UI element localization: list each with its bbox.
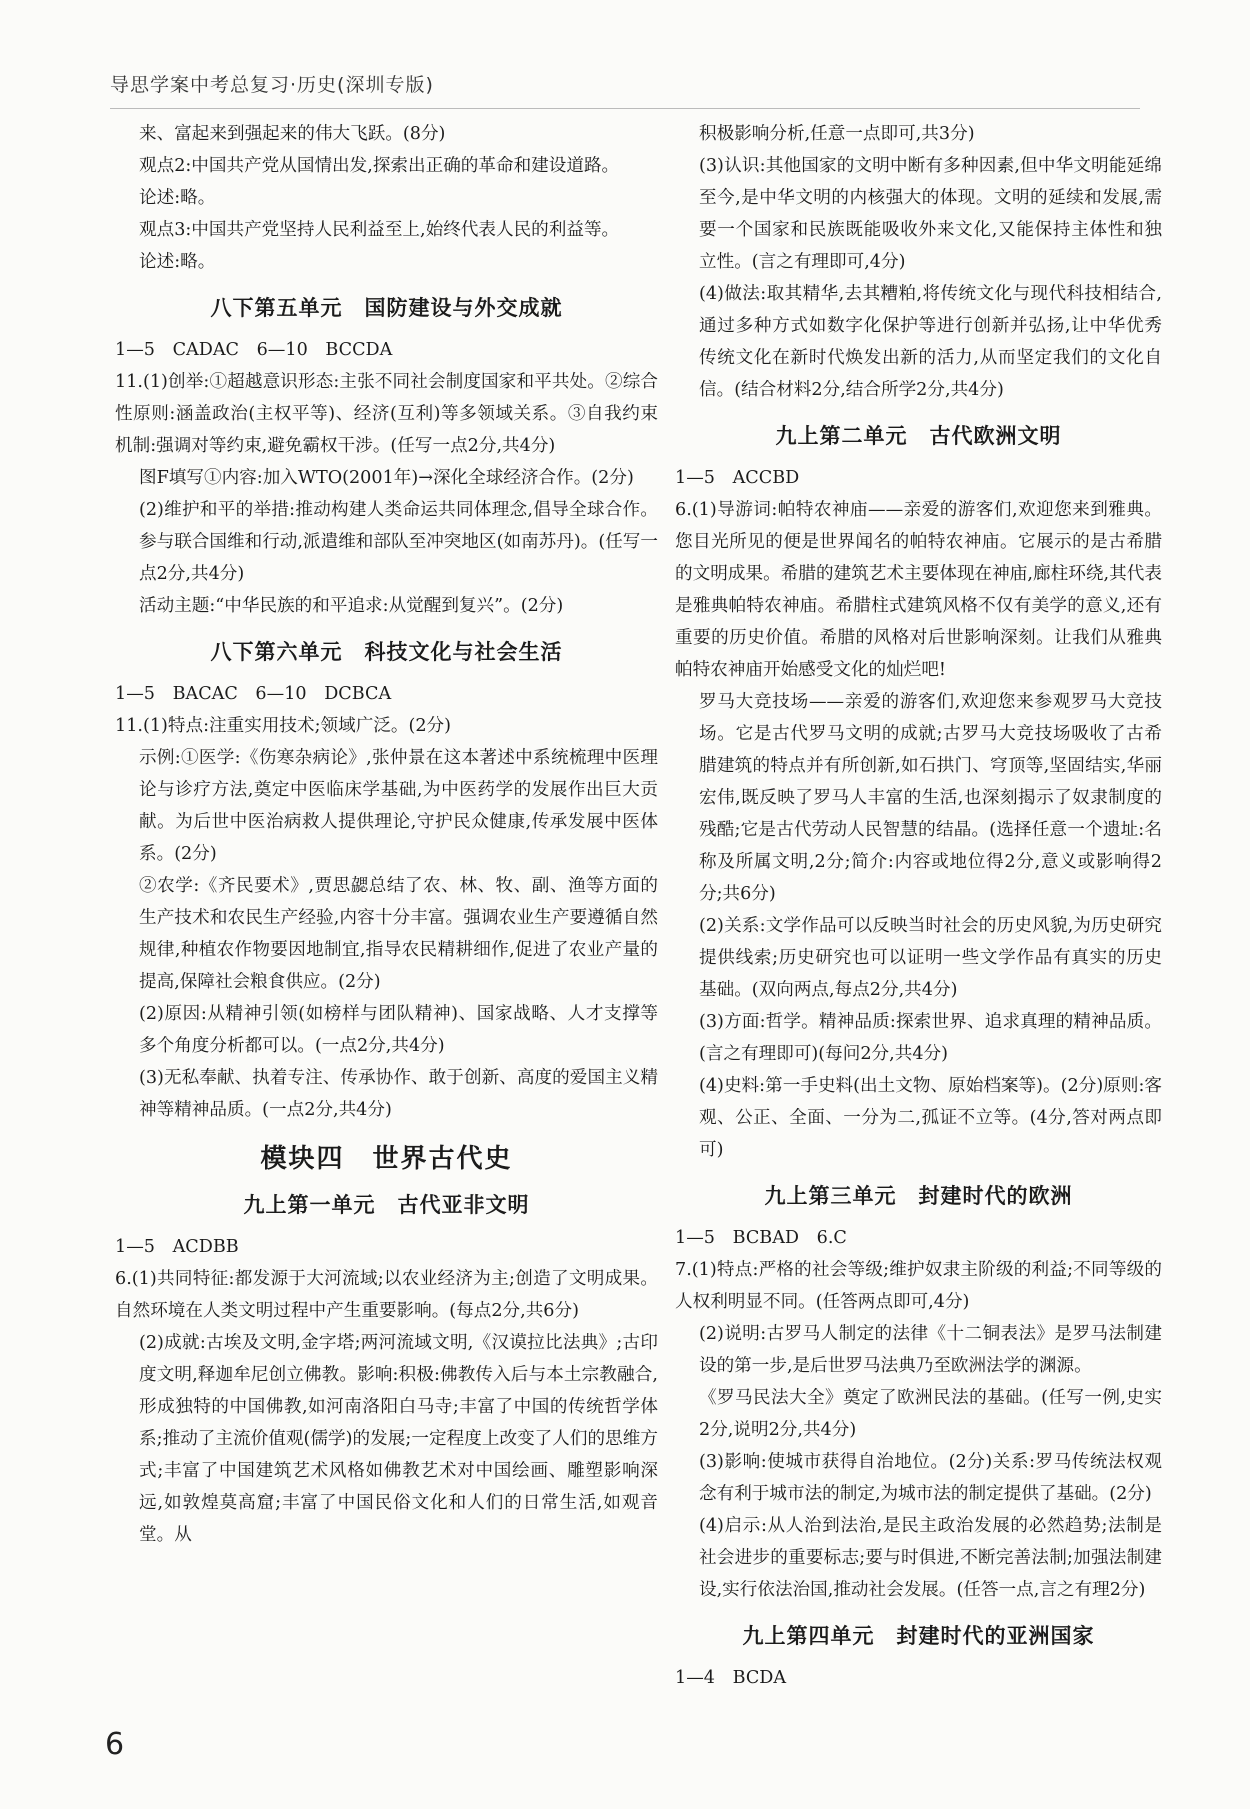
answer-paragraph: (3)无私奉献、执着专注、传承协作、敢于创新、高度的爱国主义精神等精神品质。(一点2分,共4分) xyxy=(139,1068,658,1120)
answer-paragraph: (2)成就:古埃及文明,金字塔;两河流域文明,《汉谟拉比法典》;古印度文明,释迦牟尼创立佛教。影响:积极:佛教传入后与本土宗教融合,形成独特的中国佛教,如河南洛阳白马寺;丰富了中国的传统哲学体系;推动了主流价值观(儒学)的发展;一定程度上改变了人们的思维方式;丰富了中国建筑艺术风格如佛教艺术对中国绘画、雕塑影响深远,如敦煌莫高窟;丰富了中国民俗文化和人们的日常生活,如观音堂。从 xyxy=(139,1333,658,1545)
answer-paragraph: 来、富起来到强起来的伟大飞跃。(8分) xyxy=(139,124,446,144)
right-column xyxy=(675,118,1162,1694)
answer-key-line: 1—5 BACAC 6—10 DCBCA xyxy=(115,684,392,704)
unit-heading: 九上第四单元 封建时代的亚洲国家 xyxy=(742,1624,1095,1648)
question-answer: 6.(1)导游词:帕特农神庙——亲爱的游客们,欢迎您来到雅典。您目光所见的便是世界闻名的帕特农神庙。它展示的是古希腊的文明成果。希腊的建筑艺术主要体现在神庙,廊柱环绕,其代表是雅典帕特农神庙。希腊柱式建筑风格不仅有美学的意义,还有重要的历史价值。希腊的风格对后世影响深刻。让我们从雅典帕特农神庙开始感受文化的灿烂吧! xyxy=(675,500,1162,680)
answer-key-line: 1—5 ACCBD xyxy=(675,468,800,488)
answer-paragraph: (3)方面:哲学。精神品质:探索世界、追求真理的精神品质。(言之有理即可)(每问2分,共4分) xyxy=(699,1012,1162,1064)
unit-heading: 八下第六单元 科技文化与社会生活 xyxy=(210,640,563,664)
answer-key-line: 1—5 BCBAD 6.C xyxy=(675,1228,847,1248)
answer-paragraph: (2)关系:文学作品可以反映当时社会的历史风貌,为历史研究提供线索;历史研究也可以证明一些文学作品有真实的历史基础。(双向两点,每点2分,共4分) xyxy=(699,916,1162,1000)
answer-key-line: 1—5 ACDBB xyxy=(115,1237,239,1257)
answer-paragraph: (2)原因:从精神引领(如榜样与团队精神)、国家战略、人才支撑等多个角度分析都可以。(一点2分,共4分) xyxy=(139,1004,658,1056)
unit-heading: 九上第三单元 封建时代的欧洲 xyxy=(764,1184,1073,1208)
answer-paragraph: (3)影响:使城市获得自治地位。(2分)关系:罗马传统法权观念有利于城市法的制定,为城市法的制定提供了基础。(2分) xyxy=(699,1452,1162,1504)
question-answer: 11.(1)创举:①超越意识形态:主张不同社会制度国家和平共处。②综合性原则:涵盖政治(主权平等)、经济(互利)等多领域关系。③自我约束机制:强调对等约束,避免霸权干涉。(任写一点2分,共4分) xyxy=(115,372,658,456)
answer-paragraph: ②农学:《齐民要术》,贾思勰总结了农、林、牧、副、渔等方面的生产技术和农民生产经验,内容十分丰富。强调农业生产要遵循自然规律,种植农作物要因地制宜,指导农民精耕细作,促进了农业产量的提高,保障社会粮食供应。(2分) xyxy=(139,876,658,992)
answer-key-line: 1—4 BCDA xyxy=(675,1668,787,1688)
answer-paragraph: 图F填写①内容:加入WTO(2001年)→深化全球经济合作。(2分) xyxy=(139,468,634,488)
answer-paragraph: 论述:略。 xyxy=(139,188,216,208)
answer-paragraph: (4)史料:第一手史料(出土文物、原始档案等)。(2分)原则:客观、公正、全面、一分为二,孤证不立等。(4分,答对两点即可) xyxy=(699,1076,1162,1160)
answer-paragraph: (2)说明:古罗马人制定的法律《十二铜表法》是罗马法制建设的第一步,是后世罗马法典乃至欧洲法学的渊源。 xyxy=(699,1324,1162,1376)
answer-paragraph: 积极影响分析,任意一点即可,共3分) xyxy=(699,124,975,144)
answer-paragraph: 论述:略。 xyxy=(139,252,216,272)
question-answer: 11.(1)特点:注重实用技术;领域广泛。(2分) xyxy=(115,716,451,736)
answer-paragraph: 观点3:中国共产党坚持人民利益至上,始终代表人民的利益等。 xyxy=(139,220,620,240)
left-column xyxy=(115,118,658,1551)
running-header: 导思学案中考总复习·历史(深圳专版) xyxy=(110,74,434,96)
answer-paragraph: 活动主题:“中华民族的和平追求:从觉醒到复兴”。(2分) xyxy=(139,596,564,616)
answer-paragraph: 《罗马民法大全》奠定了欧洲民法的基础。(任写一例,史实2分,说明2分,共4分) xyxy=(699,1388,1162,1440)
header-divider xyxy=(110,108,1140,109)
question-answer: 7.(1)特点:严格的社会等级;维护奴隶主阶级的利益;不同等级的人权利明显不同。(任答两点即可,4分) xyxy=(675,1260,1162,1312)
answer-key-line: 1—5 CADAC 6—10 BCCDA xyxy=(115,340,393,360)
answer-paragraph: (3)认识:其他国家的文明中断有多种因素,但中华文明能延绵至今,是中华文明的内核强大的体现。文明的延续和发展,需要一个国家和民族既能吸收外来文化,又能保持主体性和独立性。(言之有理即可,4分) xyxy=(699,156,1162,272)
answer-paragraph: (4)启示:从人治到法治,是民主政治发展的必然趋势;法制是社会进步的重要标志;要与时俱进,不断完善法制;加强法制建设,实行依法治国,推动社会发展。(任答一点,言之有理2分) xyxy=(699,1516,1162,1600)
page-number: 6 xyxy=(105,1727,125,1762)
module-title: 模块四 世界古代史 xyxy=(260,1144,513,1174)
answer-paragraph: 观点2:中国共产党从国情出发,探索出正确的革命和建设道路。 xyxy=(139,156,620,176)
answer-paragraph: (2)维护和平的举措:推动构建人类命运共同体理念,倡导全球合作。参与联合国维和行动,派遣维和部队至冲突地区(如南苏丹)。(任写一点2分,共4分) xyxy=(139,500,658,584)
question-answer: 6.(1)共同特征:都发源于大河流域;以农业经济为主;创造了文明成果。自然环境在人类文明过程中产生重要影响。(每点2分,共6分) xyxy=(115,1269,658,1321)
unit-heading: 九上第二单元 古代欧洲文明 xyxy=(775,424,1062,448)
answer-paragraph: (4)做法:取其精华,去其糟粕,将传统文化与现代科技相结合,通过多种方式如数字化保护等进行创新并弘扬,让中华优秀传统文化在新时代焕发出新的活力,从而坚定我们的文化自信。(结合材料2分,结合所学2分,共4分) xyxy=(699,284,1162,400)
unit-heading: 九上第一单元 古代亚非文明 xyxy=(243,1193,530,1217)
answer-paragraph: 示例:①医学:《伤寒杂病论》,张仲景在这本著述中系统梳理中医理论与诊疗方法,奠定中医临床学基础,为中医药学的发展作出巨大贡献。为后世中医治病救人提供理论,守护民众健康,传承发展中医体系。(2分) xyxy=(139,748,658,864)
unit-heading: 八下第五单元 国防建设与外交成就 xyxy=(210,296,563,320)
answer-paragraph: 罗马大竞技场——亲爱的游客们,欢迎您来参观罗马大竞技场。它是古代罗马文明的成就;古罗马大竞技场吸收了古希腊建筑的特点并有所创新,如石拱门、穹顶等,坚固结实,华丽宏伟,既反映了罗马人丰富的生活,也深刻揭示了奴隶制度的残酷;它是古代劳动人民智慧的结晶。(选择任意一个遗址:名称及所属文明,2分;简介:内容或地位得2分,意义或影响得2分;共6分) xyxy=(699,692,1162,904)
